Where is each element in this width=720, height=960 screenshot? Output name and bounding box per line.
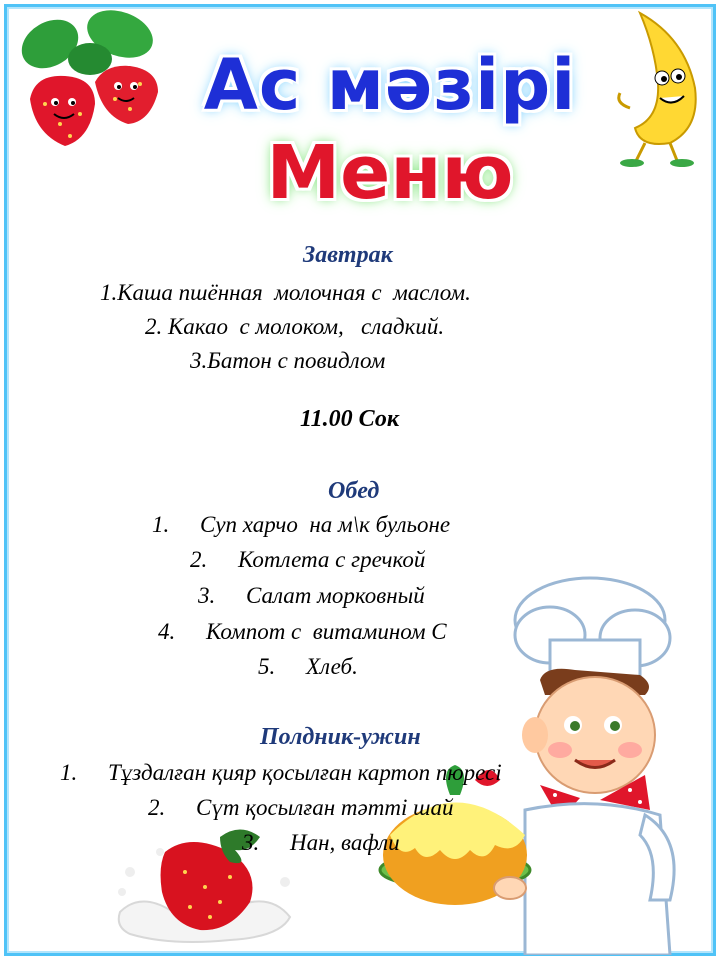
dinner-item-number: 2. xyxy=(148,795,166,820)
dinner-item: Сүт қосылған тәтті шай xyxy=(196,795,454,820)
lunch-item-number: 3. xyxy=(198,583,216,608)
lunch-item-number: 2. xyxy=(190,547,208,572)
snack-line: 11.00 Сок xyxy=(300,406,400,432)
lunch-item-number: 1. xyxy=(152,512,170,537)
banana-illustration xyxy=(600,8,710,168)
dinner-item-number: 1. xyxy=(60,760,78,785)
lunch-item: Суп харчо на м\к бульоне xyxy=(200,512,451,537)
breakfast-item: 2. Какао с молоком, сладкий. xyxy=(145,314,445,339)
lunch-item: Салат морковный xyxy=(246,583,425,608)
strawberry-milk-splash-illustration xyxy=(110,812,300,950)
breakfast-heading: Завтрак xyxy=(303,242,393,268)
breakfast-item: 1.Каша пшённая молочная с маслом. xyxy=(100,280,471,305)
dinner-item-number: 3. xyxy=(242,830,260,855)
lunch-item: Компот с витамином С xyxy=(206,619,447,644)
title-kazakh: Ас мәзірі xyxy=(203,44,577,126)
strawberries-illustration xyxy=(10,4,180,154)
lunch-item-number: 4. xyxy=(158,619,176,644)
dinner-item: Тұздалған қияр қосылған картоп пюресі xyxy=(108,760,502,785)
lunch-item-number: 5. xyxy=(258,654,276,679)
lunch-item: Хлеб. xyxy=(306,654,358,679)
dinner-item: Нан, вафли xyxy=(290,830,400,855)
breakfast-item: 3.Батон с повидлом xyxy=(190,348,386,373)
dinner-heading: Полдник-ужин xyxy=(260,724,421,750)
lunch-item: Котлета с гречкой xyxy=(238,547,426,572)
title-russian: Меню xyxy=(266,130,514,216)
lunch-heading: Обед xyxy=(328,478,380,504)
